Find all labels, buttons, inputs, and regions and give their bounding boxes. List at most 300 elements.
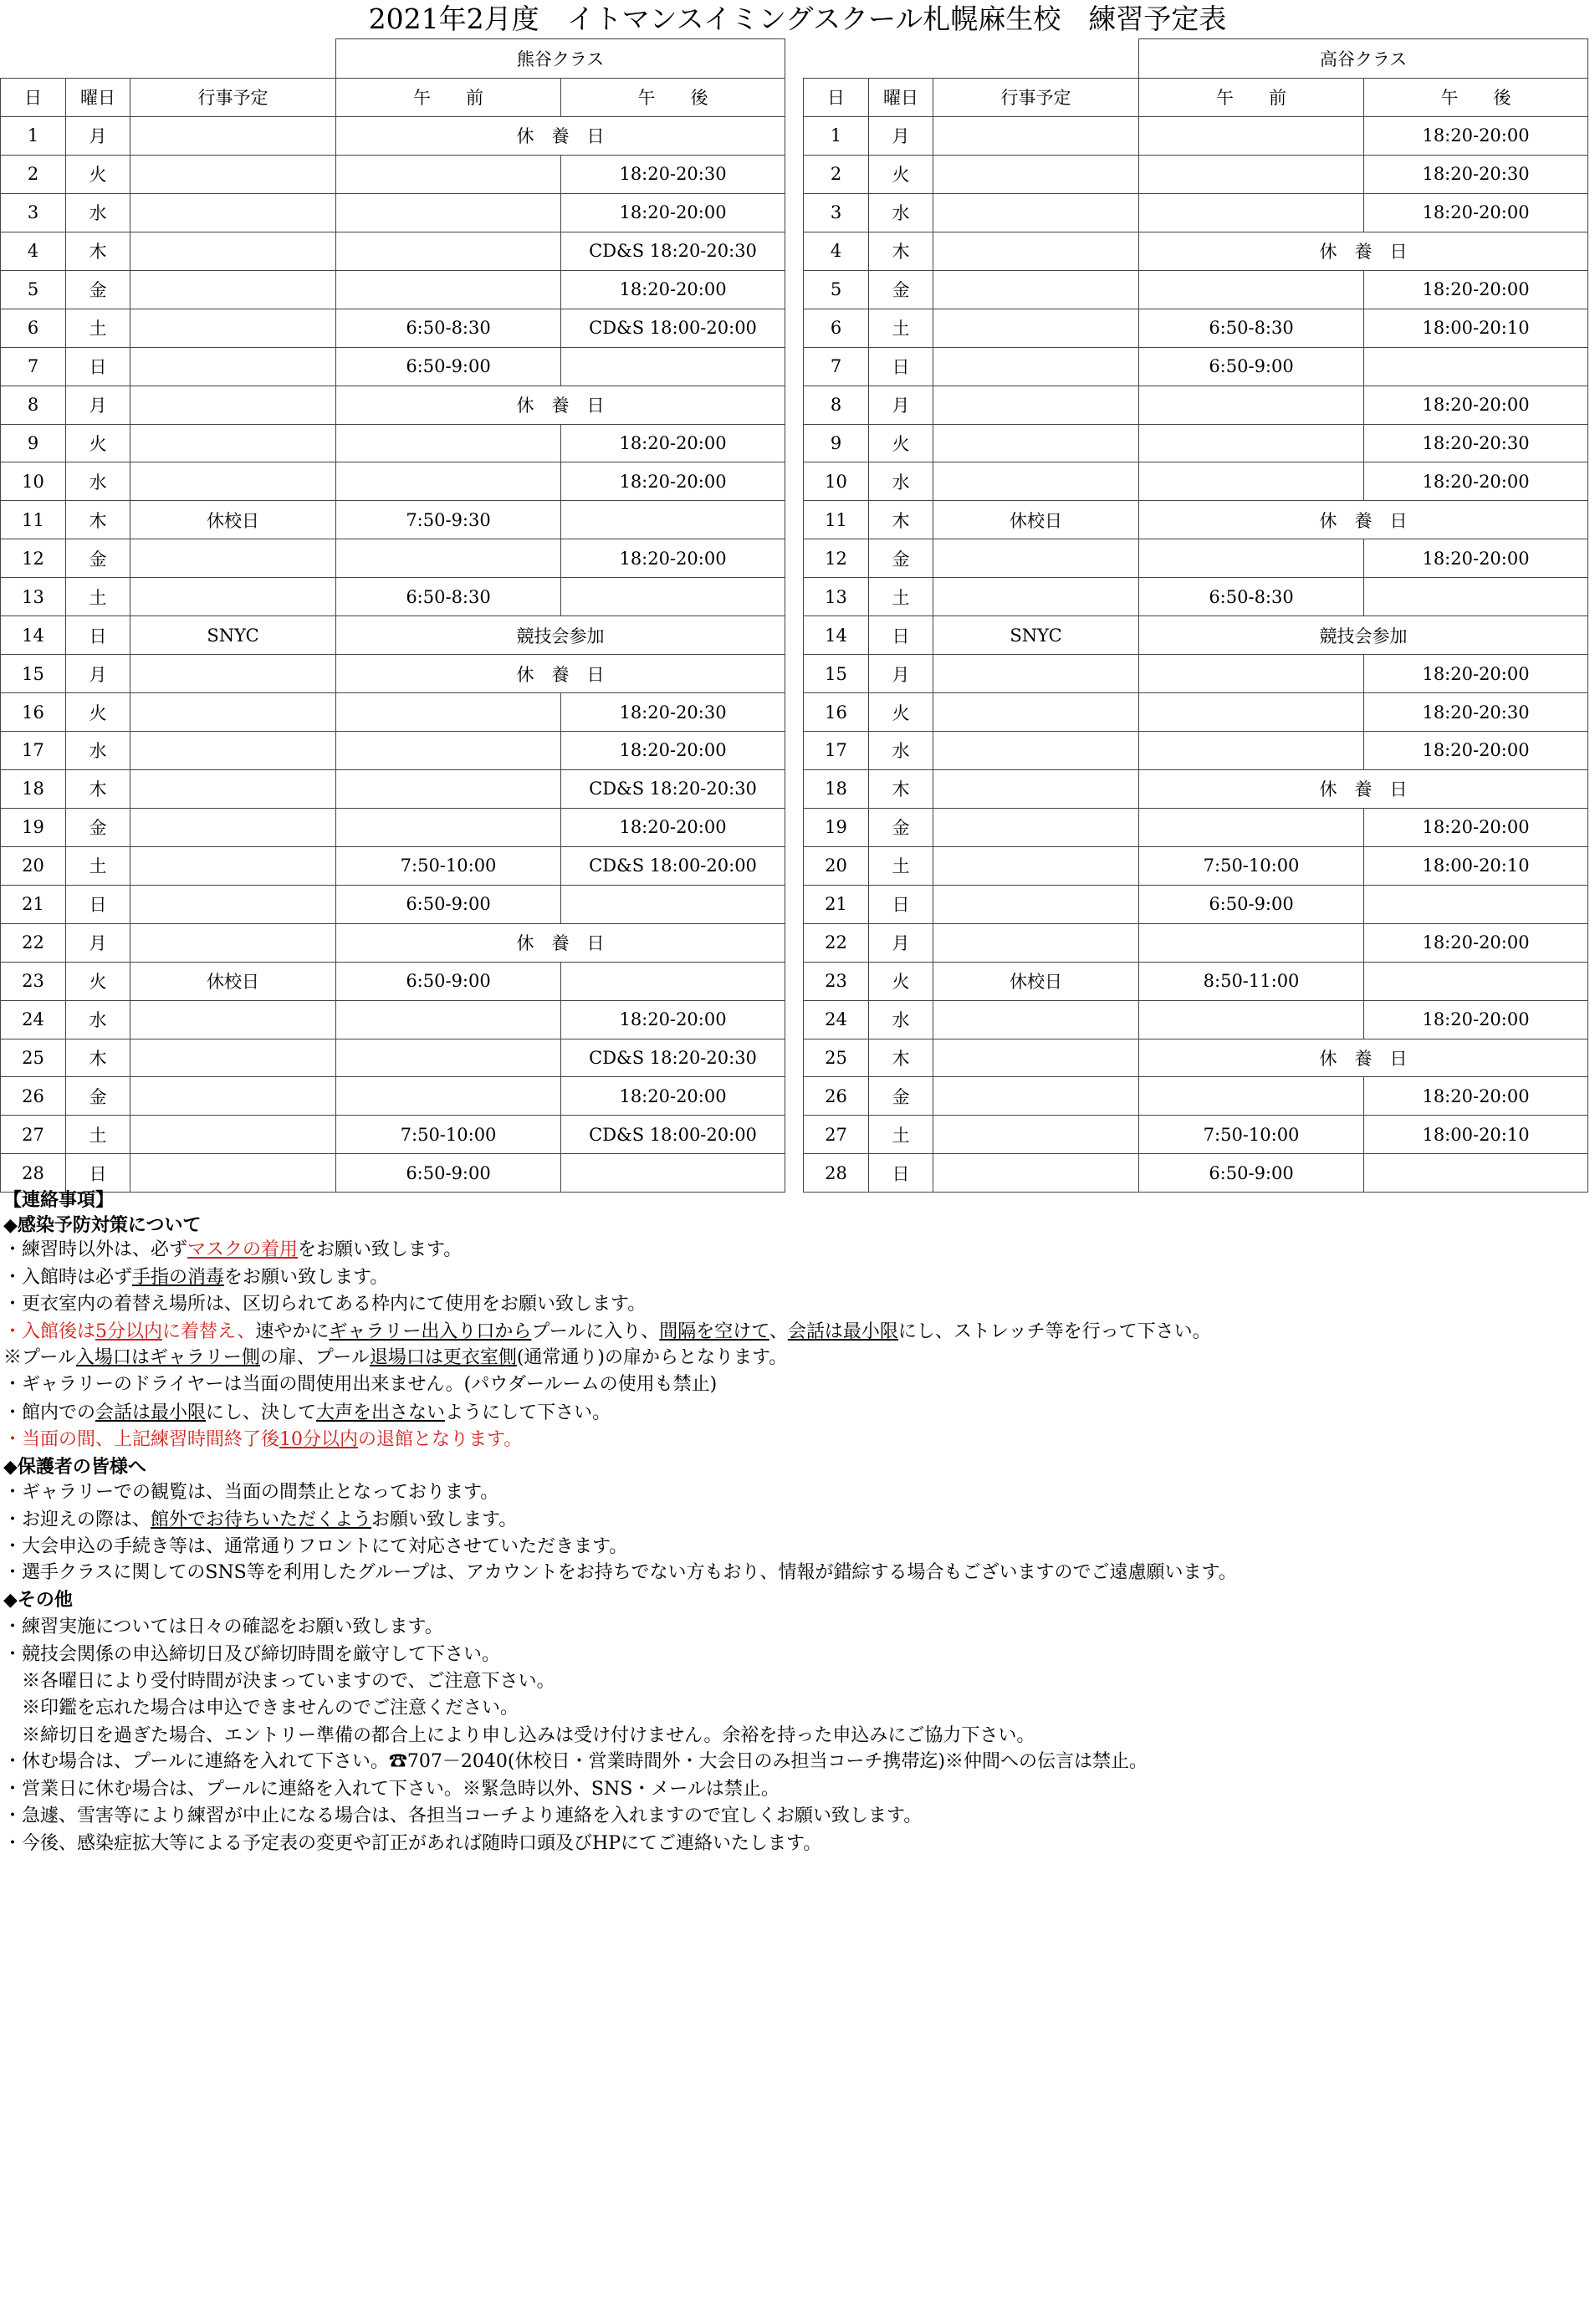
table-row bbox=[1, 655, 785, 693]
event-cell bbox=[933, 1116, 1139, 1154]
weekday-cell: 金 bbox=[869, 539, 933, 578]
day-cell: 26 bbox=[1, 1077, 66, 1116]
pm-cell bbox=[561, 578, 785, 616]
note-line bbox=[3, 1693, 519, 1719]
pm-cell bbox=[561, 1154, 785, 1193]
day-cell: 24 bbox=[804, 1000, 869, 1039]
note-text: ようにして下さい。 bbox=[445, 1402, 611, 1423]
am-cell bbox=[336, 732, 561, 770]
weekday-cell: 火 bbox=[869, 962, 933, 1000]
event-cell: 休校日 bbox=[130, 962, 336, 1000]
note-text: 10分以内 bbox=[279, 1429, 359, 1450]
event-cell bbox=[130, 270, 336, 309]
day-cell: 25 bbox=[804, 1039, 869, 1077]
pm-cell: 18:20-20:00 bbox=[561, 1077, 785, 1116]
table-row bbox=[1, 155, 785, 193]
am-cell bbox=[336, 1039, 561, 1077]
weekday-cell: 金 bbox=[66, 1077, 130, 1116]
day-cell: 3 bbox=[804, 193, 869, 232]
day-cell: 8 bbox=[1, 386, 66, 424]
merged-cell: 休 養 日 bbox=[1139, 1039, 1588, 1077]
table-row bbox=[1, 117, 785, 156]
pm-header: 午 後 bbox=[1364, 78, 1588, 117]
note-text: ※プール bbox=[3, 1347, 76, 1368]
weekday-cell: 金 bbox=[869, 1077, 933, 1116]
note-text: をお願い致します。 bbox=[224, 1267, 389, 1288]
merged-cell: 休 養 日 bbox=[1139, 232, 1588, 270]
event-cell bbox=[933, 578, 1139, 616]
weekday-cell: 土 bbox=[66, 1116, 130, 1154]
pm-cell: 18:20-20:00 bbox=[1364, 193, 1588, 232]
am-cell: 7:50-10:00 bbox=[1139, 846, 1364, 885]
day-cell: 12 bbox=[804, 539, 869, 578]
day-cell: 27 bbox=[804, 1116, 869, 1154]
table-row bbox=[1, 885, 785, 923]
pm-cell: CD&S 18:00-20:00 bbox=[561, 846, 785, 885]
pm-cell bbox=[1364, 1154, 1588, 1193]
header-blank bbox=[1, 39, 336, 79]
merged-cell: 競技会参加 bbox=[336, 616, 785, 655]
note-text: ※印鑑を忘れた場合は申込できませんのでご注意ください。 bbox=[3, 1698, 519, 1719]
weekday-cell: 金 bbox=[869, 808, 933, 846]
note-text: にし、ストレッチ等を行って下さい。 bbox=[897, 1321, 1211, 1342]
event-cell bbox=[933, 424, 1139, 462]
am-cell: 6:50-9:00 bbox=[336, 885, 561, 923]
event-cell bbox=[130, 769, 336, 808]
pm-cell: 18:20-20:00 bbox=[1364, 270, 1588, 309]
event-cell bbox=[933, 1077, 1139, 1116]
weekday-cell: 日 bbox=[869, 347, 933, 386]
table-row bbox=[1, 347, 785, 386]
pm-cell: CD&S 18:00-20:00 bbox=[561, 1116, 785, 1154]
am-cell: 6:50-8:30 bbox=[1139, 578, 1364, 616]
day-cell: 27 bbox=[1, 1116, 66, 1154]
weekday-cell: 日 bbox=[66, 616, 130, 655]
event-cell bbox=[933, 309, 1139, 347]
weekday-cell: 水 bbox=[869, 732, 933, 770]
day-cell: 19 bbox=[804, 808, 869, 846]
note-text: ・休む場合は、プールに連絡を入れて下さい。☎707－2040(休校日・営業時間外・大会日のみ担当コーチ携帯迄)※仲間への伝言は禁止。 bbox=[3, 1751, 1148, 1772]
note-text: お願い致します。 bbox=[371, 1509, 518, 1530]
event-cell bbox=[130, 309, 336, 347]
section-heading bbox=[3, 1453, 146, 1479]
note-line bbox=[3, 1317, 1211, 1343]
event-header: 行事予定 bbox=[933, 78, 1139, 117]
am-cell bbox=[336, 270, 561, 309]
note-line bbox=[3, 1801, 922, 1827]
day-cell: 2 bbox=[1, 155, 66, 193]
weekday-cell: 土 bbox=[66, 309, 130, 347]
weekday-cell: 木 bbox=[66, 501, 130, 539]
event-cell bbox=[933, 270, 1139, 309]
note-text: の退館となります。 bbox=[358, 1429, 523, 1450]
am-cell bbox=[336, 1000, 561, 1039]
weekday-cell: 水 bbox=[66, 462, 130, 501]
note-line bbox=[3, 1558, 1237, 1584]
note-line bbox=[3, 1747, 1148, 1773]
event-cell bbox=[933, 193, 1139, 232]
note-text: (通常通り)の扉からとなります。 bbox=[516, 1347, 788, 1368]
event-cell bbox=[933, 808, 1139, 846]
table-row bbox=[1, 616, 785, 655]
table-row bbox=[804, 655, 1588, 693]
table-row bbox=[804, 270, 1588, 309]
event-cell: 休校日 bbox=[933, 501, 1139, 539]
weekday-cell: 土 bbox=[869, 578, 933, 616]
day-cell: 24 bbox=[1, 1000, 66, 1039]
event-header: 行事予定 bbox=[130, 78, 336, 117]
weekday-header: 曜日 bbox=[66, 78, 130, 117]
table-row bbox=[804, 1077, 1588, 1116]
day-cell: 6 bbox=[804, 309, 869, 347]
am-cell: 6:50-9:00 bbox=[336, 962, 561, 1000]
event-cell bbox=[933, 693, 1139, 732]
table-row bbox=[804, 616, 1588, 655]
weekday-cell: 月 bbox=[869, 923, 933, 962]
am-cell: 6:50-9:00 bbox=[336, 1154, 561, 1193]
pm-cell bbox=[561, 501, 785, 539]
merged-cell: 休 養 日 bbox=[336, 923, 785, 962]
class-name-header: 熊谷クラス bbox=[336, 39, 785, 79]
weekday-cell: 木 bbox=[66, 769, 130, 808]
am-cell: 7:50-10:00 bbox=[336, 1116, 561, 1154]
event-cell: SNYC bbox=[130, 616, 336, 655]
note-text: にし、決して bbox=[206, 1402, 317, 1423]
day-cell: 15 bbox=[804, 655, 869, 693]
weekday-cell: 水 bbox=[869, 193, 933, 232]
table-row bbox=[804, 347, 1588, 386]
event-cell bbox=[933, 232, 1139, 270]
event-cell bbox=[933, 732, 1139, 770]
weekday-cell: 日 bbox=[869, 1154, 933, 1193]
table-row bbox=[1, 424, 785, 462]
am-cell: 6:50-9:00 bbox=[1139, 885, 1364, 923]
event-cell: 休校日 bbox=[130, 501, 336, 539]
pm-cell: 18:20-20:30 bbox=[1364, 424, 1588, 462]
event-cell bbox=[130, 808, 336, 846]
am-cell: 6:50-9:00 bbox=[1139, 347, 1364, 386]
day-cell: 22 bbox=[804, 923, 869, 962]
merged-cell: 休 養 日 bbox=[336, 117, 785, 156]
weekday-cell: 日 bbox=[66, 885, 130, 923]
weekday-cell: 日 bbox=[66, 347, 130, 386]
note-text: ギャラリー出入り口から bbox=[329, 1321, 532, 1342]
table-row bbox=[1, 1039, 785, 1077]
note-text: 、 bbox=[769, 1321, 788, 1342]
am-cell: 7:50-10:00 bbox=[336, 846, 561, 885]
am-cell bbox=[1139, 693, 1364, 732]
weekday-cell: 土 bbox=[869, 846, 933, 885]
note-text: ・入館後は bbox=[3, 1321, 96, 1342]
table-row bbox=[1, 923, 785, 962]
event-cell bbox=[933, 846, 1139, 885]
merged-cell: 休 養 日 bbox=[336, 655, 785, 693]
event-cell bbox=[933, 462, 1139, 501]
weekday-cell: 火 bbox=[66, 693, 130, 732]
table-row bbox=[804, 1116, 1588, 1154]
pm-cell bbox=[1364, 962, 1588, 1000]
weekday-cell: 金 bbox=[66, 539, 130, 578]
event-cell bbox=[130, 846, 336, 885]
table-row bbox=[804, 1000, 1588, 1039]
schedule-table-kumagai bbox=[0, 38, 785, 1193]
pm-cell: 18:00-20:10 bbox=[1364, 846, 1588, 885]
table-row bbox=[804, 732, 1588, 770]
table-row bbox=[1, 193, 785, 232]
day-cell: 14 bbox=[1, 616, 66, 655]
day-cell: 10 bbox=[804, 462, 869, 501]
am-cell: 6:50-9:00 bbox=[336, 347, 561, 386]
weekday-cell: 火 bbox=[66, 962, 130, 1000]
event-cell bbox=[130, 539, 336, 578]
note-text: ・ギャラリーのドライヤーは当面の間使用出来ません。(パウダールームの使用も禁止) bbox=[3, 1374, 718, 1395]
note-text: ◆その他 bbox=[3, 1589, 73, 1611]
day-cell: 6 bbox=[1, 309, 66, 347]
event-cell bbox=[130, 732, 336, 770]
note-text: ※各曜日により受付時間が決まっていますので、ご注意下さい。 bbox=[3, 1671, 555, 1692]
note-text: ・大会申込の手続き等は、通常通りフロントにて対応させていただきます。 bbox=[3, 1536, 628, 1557]
header-blank bbox=[804, 39, 1139, 79]
table-row bbox=[804, 309, 1588, 347]
day-cell: 13 bbox=[1, 578, 66, 616]
pm-cell: 18:20-20:00 bbox=[1364, 462, 1588, 501]
day-cell: 5 bbox=[804, 270, 869, 309]
section-heading bbox=[3, 1211, 201, 1237]
pm-cell: 18:20-20:00 bbox=[561, 193, 785, 232]
pm-cell: CD&S 18:20-20:30 bbox=[561, 232, 785, 270]
day-cell: 19 bbox=[1, 808, 66, 846]
note-text: ・当面の間、上記練習時間終了後 bbox=[3, 1429, 280, 1450]
am-cell bbox=[336, 462, 561, 501]
weekday-cell: 日 bbox=[869, 616, 933, 655]
schedule-table-takaya bbox=[803, 38, 1588, 1193]
event-cell bbox=[933, 769, 1139, 808]
event-cell bbox=[130, 386, 336, 424]
table-row bbox=[1, 462, 785, 501]
table-row bbox=[804, 1039, 1588, 1077]
am-cell bbox=[1139, 923, 1364, 962]
weekday-cell: 土 bbox=[66, 846, 130, 885]
table-row bbox=[1, 1077, 785, 1116]
am-cell bbox=[1139, 424, 1364, 462]
pm-cell: 18:20-20:00 bbox=[561, 539, 785, 578]
day-cell: 4 bbox=[1, 232, 66, 270]
note-text: 会話は最小限 bbox=[95, 1402, 207, 1423]
weekday-cell: 火 bbox=[869, 693, 933, 732]
note-line bbox=[3, 1775, 780, 1800]
class-header-row bbox=[1, 39, 785, 79]
note-text: ※締切日を過ぎた場合、エントリー準備の都合上により申し込みは受け付けません。余裕を持った申込みにご協力下さい。 bbox=[3, 1725, 1035, 1746]
section-heading bbox=[3, 1586, 73, 1611]
event-cell bbox=[130, 885, 336, 923]
event-cell bbox=[130, 1000, 336, 1039]
day-cell: 22 bbox=[1, 923, 66, 962]
am-cell bbox=[1139, 117, 1364, 156]
weekday-cell: 火 bbox=[869, 424, 933, 462]
event-cell bbox=[933, 155, 1139, 193]
table-row bbox=[804, 808, 1588, 846]
pm-cell: 18:20-20:00 bbox=[1364, 117, 1588, 156]
event-cell bbox=[130, 1039, 336, 1077]
pm-cell bbox=[1364, 347, 1588, 386]
weekday-cell: 日 bbox=[66, 1154, 130, 1193]
am-cell bbox=[1139, 193, 1364, 232]
note-text: ・練習実施については日々の確認をお願い致します。 bbox=[3, 1617, 443, 1637]
pm-cell: 18:00-20:10 bbox=[1364, 1116, 1588, 1154]
weekday-cell: 金 bbox=[869, 270, 933, 309]
table-row bbox=[1, 232, 785, 270]
weekday-cell: 木 bbox=[869, 232, 933, 270]
section-heading bbox=[3, 1186, 114, 1212]
note-text: ・更衣室内の着替え場所は、区切られてある枠内にて使用をお願い致します。 bbox=[3, 1294, 647, 1315]
table-row bbox=[1, 578, 785, 616]
day-cell: 8 bbox=[804, 386, 869, 424]
weekday-cell: 土 bbox=[869, 1116, 933, 1154]
weekday-cell: 金 bbox=[66, 270, 130, 309]
day-header: 日 bbox=[1, 78, 66, 117]
event-cell bbox=[933, 1154, 1139, 1193]
note-line bbox=[3, 1829, 821, 1855]
am-cell bbox=[336, 424, 561, 462]
event-cell bbox=[130, 1116, 336, 1154]
am-cell bbox=[1139, 155, 1364, 193]
weekday-cell: 木 bbox=[869, 501, 933, 539]
weekday-cell: 水 bbox=[869, 1000, 933, 1039]
am-cell bbox=[1139, 1077, 1364, 1116]
pm-cell bbox=[561, 962, 785, 1000]
day-cell: 23 bbox=[804, 962, 869, 1000]
note-text: ・お迎えの際は、 bbox=[3, 1509, 151, 1530]
pm-cell: 18:20-20:00 bbox=[1364, 808, 1588, 846]
weekday-cell: 水 bbox=[66, 1000, 130, 1039]
pm-cell: 18:20-20:00 bbox=[1364, 539, 1588, 578]
page-title: 2021年2月度 イトマンスイミングスクール札幌麻生校 練習予定表 bbox=[368, 3, 1227, 35]
event-cell bbox=[130, 462, 336, 501]
note-text: ・選手クラスに関してのSNS等を利用したグループは、アカウントをお持ちでない方もおり、情報が錯綜する場合もございますのでご遠慮願います。 bbox=[3, 1562, 1237, 1583]
note-text: の扉、プール bbox=[259, 1347, 370, 1368]
weekday-cell: 月 bbox=[869, 386, 933, 424]
class-name-header: 高谷クラス bbox=[1139, 39, 1588, 79]
day-cell: 7 bbox=[804, 347, 869, 386]
am-cell bbox=[336, 808, 561, 846]
note-line bbox=[3, 1263, 388, 1289]
table-row bbox=[804, 962, 1588, 1000]
am-cell bbox=[1139, 1000, 1364, 1039]
note-text: ・急遽、雪害等により練習が中止になる場合は、各担当コーチより連絡を入れますので宜しくお願い致します。 bbox=[3, 1806, 923, 1826]
pm-cell: 18:20-20:00 bbox=[561, 424, 785, 462]
day-header: 日 bbox=[804, 78, 869, 117]
day-cell: 12 bbox=[1, 539, 66, 578]
note-line bbox=[3, 1532, 627, 1558]
table-row bbox=[804, 386, 1588, 424]
pm-cell: 18:00-20:10 bbox=[1364, 309, 1588, 347]
event-cell bbox=[933, 1039, 1139, 1077]
am-header: 午 前 bbox=[1139, 78, 1364, 117]
table-row bbox=[1, 309, 785, 347]
event-cell bbox=[933, 655, 1139, 693]
table-row bbox=[804, 155, 1588, 193]
am-cell: 6:50-8:30 bbox=[336, 309, 561, 347]
note-text: マスクの着用 bbox=[187, 1239, 299, 1260]
pm-cell: 18:20-20:30 bbox=[1364, 693, 1588, 732]
note-line bbox=[3, 1612, 443, 1638]
event-cell: SNYC bbox=[933, 616, 1139, 655]
am-cell bbox=[1139, 732, 1364, 770]
am-cell: 6:50-8:30 bbox=[336, 578, 561, 616]
note-text: 大声を出さない bbox=[316, 1402, 446, 1423]
note-line bbox=[3, 1343, 787, 1369]
day-cell: 1 bbox=[1, 117, 66, 156]
pm-cell: 18:20-20:00 bbox=[1364, 1000, 1588, 1039]
pm-cell: CD&S 18:00-20:00 bbox=[561, 309, 785, 347]
table-row bbox=[804, 193, 1588, 232]
merged-cell: 休 養 日 bbox=[336, 386, 785, 424]
table-row bbox=[804, 693, 1588, 732]
table-row bbox=[804, 424, 1588, 462]
note-text: ・館内での bbox=[3, 1402, 96, 1423]
pm-cell: 18:20-20:00 bbox=[1364, 655, 1588, 693]
am-cell bbox=[1139, 539, 1364, 578]
column-header-row bbox=[1, 78, 785, 117]
day-cell: 9 bbox=[1, 424, 66, 462]
table-row bbox=[1, 808, 785, 846]
note-text: ・営業日に休む場合は、プールに連絡を入れて下さい。※緊急時以外、SNS・メールは禁止。 bbox=[3, 1779, 780, 1800]
weekday-cell: 月 bbox=[869, 117, 933, 156]
note-text: 【連絡事項】 bbox=[3, 1189, 115, 1211]
table-row bbox=[804, 1154, 1588, 1193]
note-text: ・入館時は必ず bbox=[3, 1267, 133, 1288]
day-cell: 16 bbox=[1, 693, 66, 732]
day-cell: 7 bbox=[1, 347, 66, 386]
am-cell: 6:50-9:00 bbox=[1139, 1154, 1364, 1193]
am-cell bbox=[336, 232, 561, 270]
pm-cell: 18:20-20:00 bbox=[561, 270, 785, 309]
table-row bbox=[1, 693, 785, 732]
table-row bbox=[804, 462, 1588, 501]
day-cell: 20 bbox=[804, 846, 869, 885]
day-cell: 20 bbox=[1, 846, 66, 885]
table-row bbox=[804, 501, 1588, 539]
pm-cell: 18:20-20:30 bbox=[561, 693, 785, 732]
day-cell: 25 bbox=[1, 1039, 66, 1077]
weekday-cell: 木 bbox=[869, 769, 933, 808]
table-row bbox=[1, 769, 785, 808]
event-cell bbox=[130, 693, 336, 732]
pm-cell: 18:20-20:00 bbox=[1364, 732, 1588, 770]
note-text: 入場口はギャラリー側 bbox=[75, 1347, 260, 1368]
pm-cell: CD&S 18:20-20:30 bbox=[561, 769, 785, 808]
pm-cell: 18:20-20:00 bbox=[1364, 923, 1588, 962]
pm-cell: 18:20-20:00 bbox=[561, 1000, 785, 1039]
class-header-row bbox=[804, 39, 1588, 79]
event-cell bbox=[130, 193, 336, 232]
table-row bbox=[804, 885, 1588, 923]
day-cell: 13 bbox=[804, 578, 869, 616]
day-cell: 14 bbox=[804, 616, 869, 655]
table-row bbox=[1, 1116, 785, 1154]
pm-cell: 18:20-20:00 bbox=[561, 462, 785, 501]
pm-cell: 18:20-20:00 bbox=[561, 732, 785, 770]
day-cell: 10 bbox=[1, 462, 66, 501]
note-text: ◆保護者の皆様へ bbox=[3, 1456, 146, 1478]
am-header: 午 前 bbox=[336, 78, 561, 117]
weekday-cell: 月 bbox=[66, 117, 130, 156]
note-text: ・競技会関係の申込締切日及び締切時間を厳守して下さい。 bbox=[3, 1644, 501, 1665]
table-row bbox=[1, 1154, 785, 1193]
day-cell: 18 bbox=[804, 769, 869, 808]
weekday-cell: 火 bbox=[66, 155, 130, 193]
day-cell: 18 bbox=[1, 769, 66, 808]
